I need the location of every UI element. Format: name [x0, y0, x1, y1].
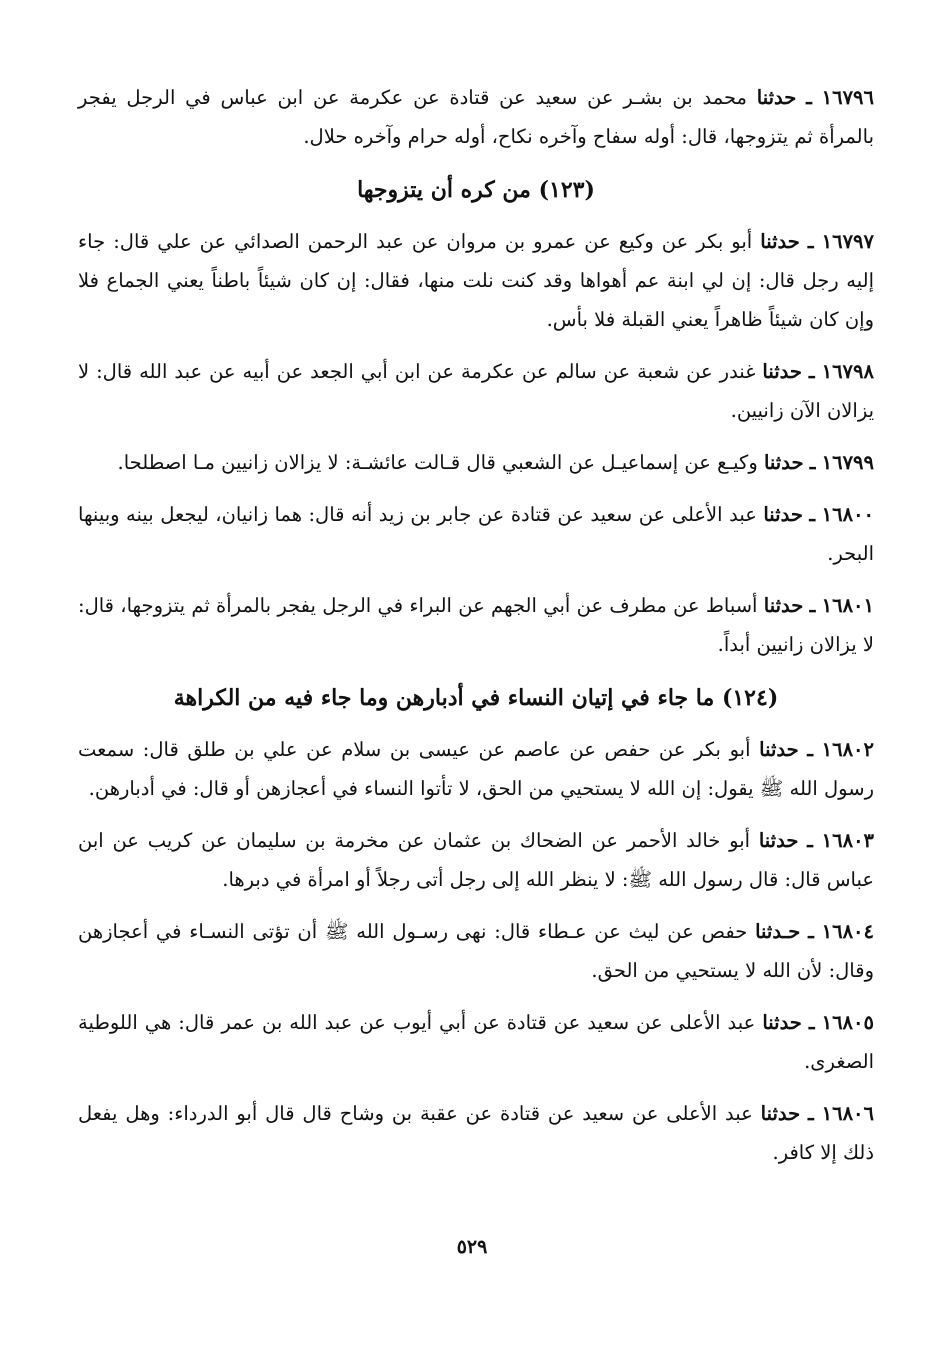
hadith-text: وكيـع عن إسماعيـل عن الشعبي قال قـالت عائشـة: لا يزالان زانيين مـا اصطلحا. — [117, 451, 758, 474]
hadith-text: عبد الأعلى عن سعيد عن قتادة عن جابر بن زيد أنه قال: هما زانيان، ليجعل بينه وبينها البحر. — [78, 503, 874, 565]
hadith-dash: ـ — [807, 738, 814, 761]
hadith-dash: ـ — [808, 1102, 814, 1125]
hadith-16801 — [78, 586, 874, 664]
hadith-text: أبو بكر عن حفص عن عاصم عن عيسى بن سلام عن علي بن طلق قال: سمعت رسول الله ﷺ يقول: إن الله لا يستحيي من الحق، لا تأتوا النساء في أعجازهن أو قال: في أدبارهن. — [78, 738, 874, 800]
hadith-lead: حدثنا — [759, 738, 799, 761]
page-number: ٥٢٩ — [456, 1236, 488, 1258]
hadith-text: محمد بن بشـر عن سعيد عن قتادة عن عكرمة عن ابن عباس في الرجل يفجر بالمرأة ثم يتزوجها، قال: أوله سفاح وآخره نكاح، أوله حرام وآخره حلال. — [78, 86, 874, 148]
hadith-dash: ـ — [807, 829, 813, 852]
hadith-number: ١٦٨٠٦ — [821, 1102, 874, 1125]
hadith-dash: ـ — [808, 1011, 815, 1034]
hadith-dash: ـ — [809, 594, 816, 617]
hadith-lead: حدثنا — [763, 503, 803, 526]
hadith-lead: حدثنا — [760, 1102, 801, 1125]
document-page — [78, 78, 874, 1185]
hadith-lead: حدثنا — [762, 1011, 802, 1034]
hadith-16796 — [78, 78, 874, 156]
hadith-number: ١٦٧٩٨ — [821, 360, 874, 383]
hadith-dash: ـ — [809, 503, 816, 526]
hadith-lead: حدثنا — [763, 451, 804, 474]
hadith-dash: ـ — [807, 230, 814, 253]
hadith-lead: حدثنا — [760, 230, 800, 253]
section-heading-123: (١٢٣) من كره أن يتزوجها — [357, 177, 595, 203]
hadith-number: ١٦٨٠٠ — [821, 503, 875, 526]
hadith-number: ١٦٨٠٢ — [821, 738, 875, 761]
hadith-number: ١٦٨٠١ — [821, 594, 874, 617]
hadith-number: ١٦٨٠٥ — [821, 1011, 874, 1034]
hadith-text: عبد الأعلى عن سعيد عن قتادة عن أبي أيوب عن عبد الله بن عمر قال: هي اللوطية الصغرى. — [78, 1011, 874, 1073]
hadith-lead: حدثنا — [763, 594, 804, 617]
hadith-text: أبو خالد الأحمر عن الضحاك بن عثمان عن مخرمة بن سليمان عن كريب عن ابن عباس قال: قال رسول الله ﷺ: لا ينظر الله إلى رجل أتى رجلاً أو امرأة في دبرها. — [78, 829, 874, 891]
hadith-16798 — [78, 352, 874, 430]
hadith-dash: ـ — [808, 920, 814, 943]
hadith-lead: حـدثنا — [755, 920, 801, 943]
hadith-text: حفص عن ليث عن عـطاء قال: نهى رسـول الله ﷺ أن تؤتى النسـاء في أعجازهن وقال: لأن الله لا يستحيي من الحق. — [78, 920, 874, 982]
hadith-16799 — [78, 443, 874, 482]
hadith-16800 — [78, 495, 874, 573]
hadith-number: ١٦٧٩٦ — [821, 86, 874, 109]
hadith-16802 — [78, 730, 874, 808]
hadith-lead: حدثنا — [762, 360, 802, 383]
hadith-dash: ـ — [808, 360, 815, 383]
hadith-dash: ـ — [806, 86, 812, 109]
hadith-text: أبو بكر عن وكيع عن عمرو بن مروان عن عبد الرحمن الصدائي عن علي قال: جاء إليه رجل قال: إن لي ابنة عم أهواها وقد كنت نلت منها، فقال: إن كان شيئاً باطناً يعني الجماع فلا وإن كان شيئاً ظاهراً يعني القبلة فلا بأس. — [78, 230, 874, 331]
hadith-16803 — [78, 821, 874, 899]
hadith-number: ١٦٧٩٧ — [821, 230, 875, 253]
hadith-number: ١٦٧٩٩ — [821, 451, 874, 474]
hadith-text: أسباط عن مطرف عن أبي الجهم عن البراء في الرجل يفجر بالمرأة ثم يتزوجها، قال: لا يزالان زانيين أبداً. — [78, 594, 874, 656]
hadith-lead: حدثنا — [756, 86, 797, 109]
hadith-16805 — [78, 1003, 874, 1081]
hadith-dash: ـ — [809, 451, 816, 474]
hadith-lead: حدثنا — [758, 829, 799, 852]
hadith-number: ١٦٨٠٤ — [821, 920, 875, 943]
hadith-16806 — [78, 1094, 874, 1172]
hadith-16804 — [78, 912, 874, 990]
hadith-number: ١٦٨٠٣ — [821, 829, 875, 852]
section-heading-124: (١٢٤) ما جاء في إتيان النساء في أدبارهن وما جاء فيه من الكراهة — [173, 685, 779, 711]
hadith-text: عبد الأعلى عن سعيد عن قتادة عن عقبة بن وشاح قال قال أبو الدرداء: وهل يفعل ذلك إلا كافر. — [78, 1102, 874, 1164]
hadith-16797 — [78, 222, 874, 339]
hadith-text: غندر عن شعبة عن سالم عن عكرمة عن ابن أبي الجعد عن أبيه عن عبد الله قال: لا يزالان الآن زانيين. — [78, 360, 874, 422]
